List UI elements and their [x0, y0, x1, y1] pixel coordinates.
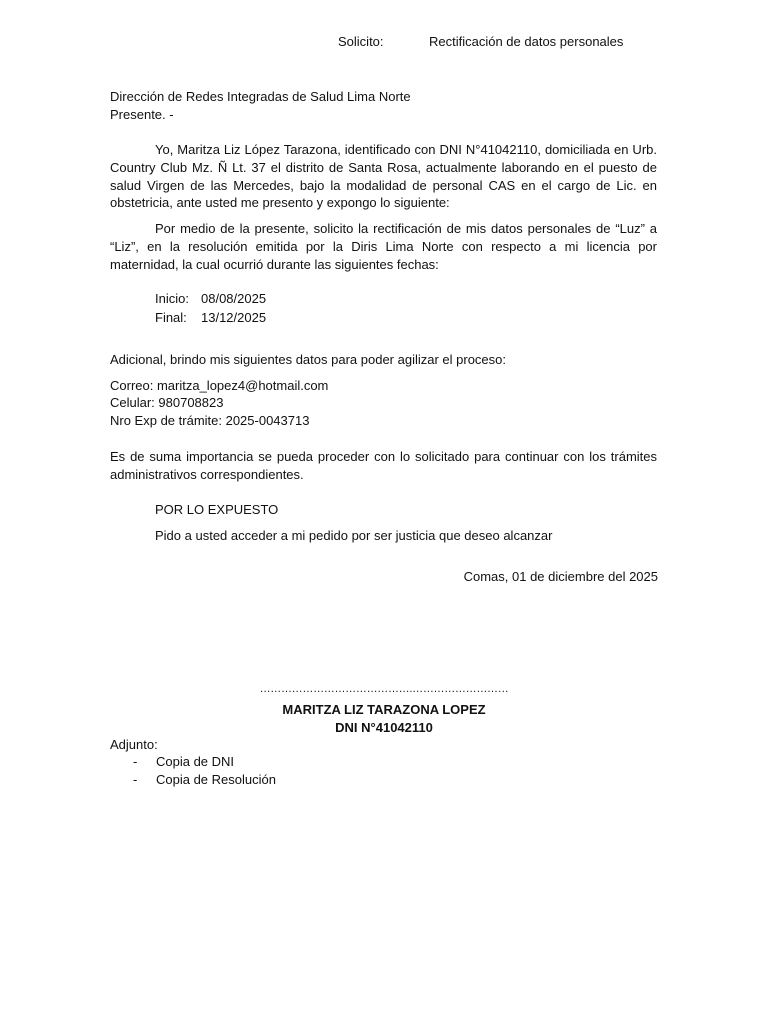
- signatory-dni: DNI N°41042110: [335, 720, 433, 735]
- contact-email: Correo: maritza_lopez4@hotmail.com: [110, 378, 329, 393]
- closing-request: Pido a usted acceder a mi pedido por ser justicia que deseo alcanzar: [155, 528, 553, 543]
- contact-file-number: Nro Exp de trámite: 2025-0043713: [110, 413, 310, 428]
- start-date-value: 08/08/2025: [201, 291, 267, 306]
- list-bullet: -: [133, 754, 138, 769]
- subject-value: Rectificación de datos personales: [429, 34, 624, 49]
- start-date-label: Inicio:: [155, 291, 189, 306]
- end-date-label: Final:: [155, 310, 187, 325]
- additional-info-text: Adicional, brindo mis siguientes datos para poder agilizar el proceso:: [110, 352, 506, 367]
- attachment-item: Copia de Resolución: [156, 772, 276, 787]
- attachment-item: Copia de DNI: [156, 754, 235, 769]
- closing-heading: POR LO EXPUESTO: [155, 502, 279, 517]
- subject-label: Solicito:: [338, 34, 384, 49]
- signature-line: …………………………………….………………………: [259, 683, 509, 695]
- request-paragraph: Por medio de la presente, solicito la rectificación de mis datos personales de “Luz” a “Liz”, en la resolución emitida por la Diris Lima Norte con respecto a mi licencia por maternidad, la cual ocurrió durante las siguientes fechas:: [110, 221, 657, 272]
- list-bullet: -: [133, 772, 138, 787]
- introduction-paragraph: Yo, Maritza Liz López Tarazona, identificado con DNI N°41042110, domiciliada en Urb. Country Club Mz. Ñ Lt. 37 el distrito de Santa Rosa, actualmente laborando en el puesto de salud Virgen de las Mercedes, bajo la modalidad de personal CAS en el cargo de Lic. en obstetricia, ante usted me presento y expongo lo siguiente:: [110, 142, 657, 211]
- attachments-label: Adjunto:: [110, 737, 158, 752]
- signatory-name: MARITZA LIZ TARAZONA LOPEZ: [282, 702, 486, 717]
- contact-phone: Celular: 980708823: [110, 395, 224, 410]
- importance-paragraph: Es de suma importancia se pueda proceder con lo solicitado para continuar con los trámites administrativos correspondientes.: [110, 449, 657, 482]
- recipient-line: Dirección de Redes Integradas de Salud Lima Norte: [110, 89, 411, 104]
- place-date: Comas, 01 de diciembre del 2025: [463, 569, 658, 584]
- recipient-greeting: Presente. -: [110, 107, 174, 122]
- end-date-value: 13/12/2025: [201, 310, 267, 325]
